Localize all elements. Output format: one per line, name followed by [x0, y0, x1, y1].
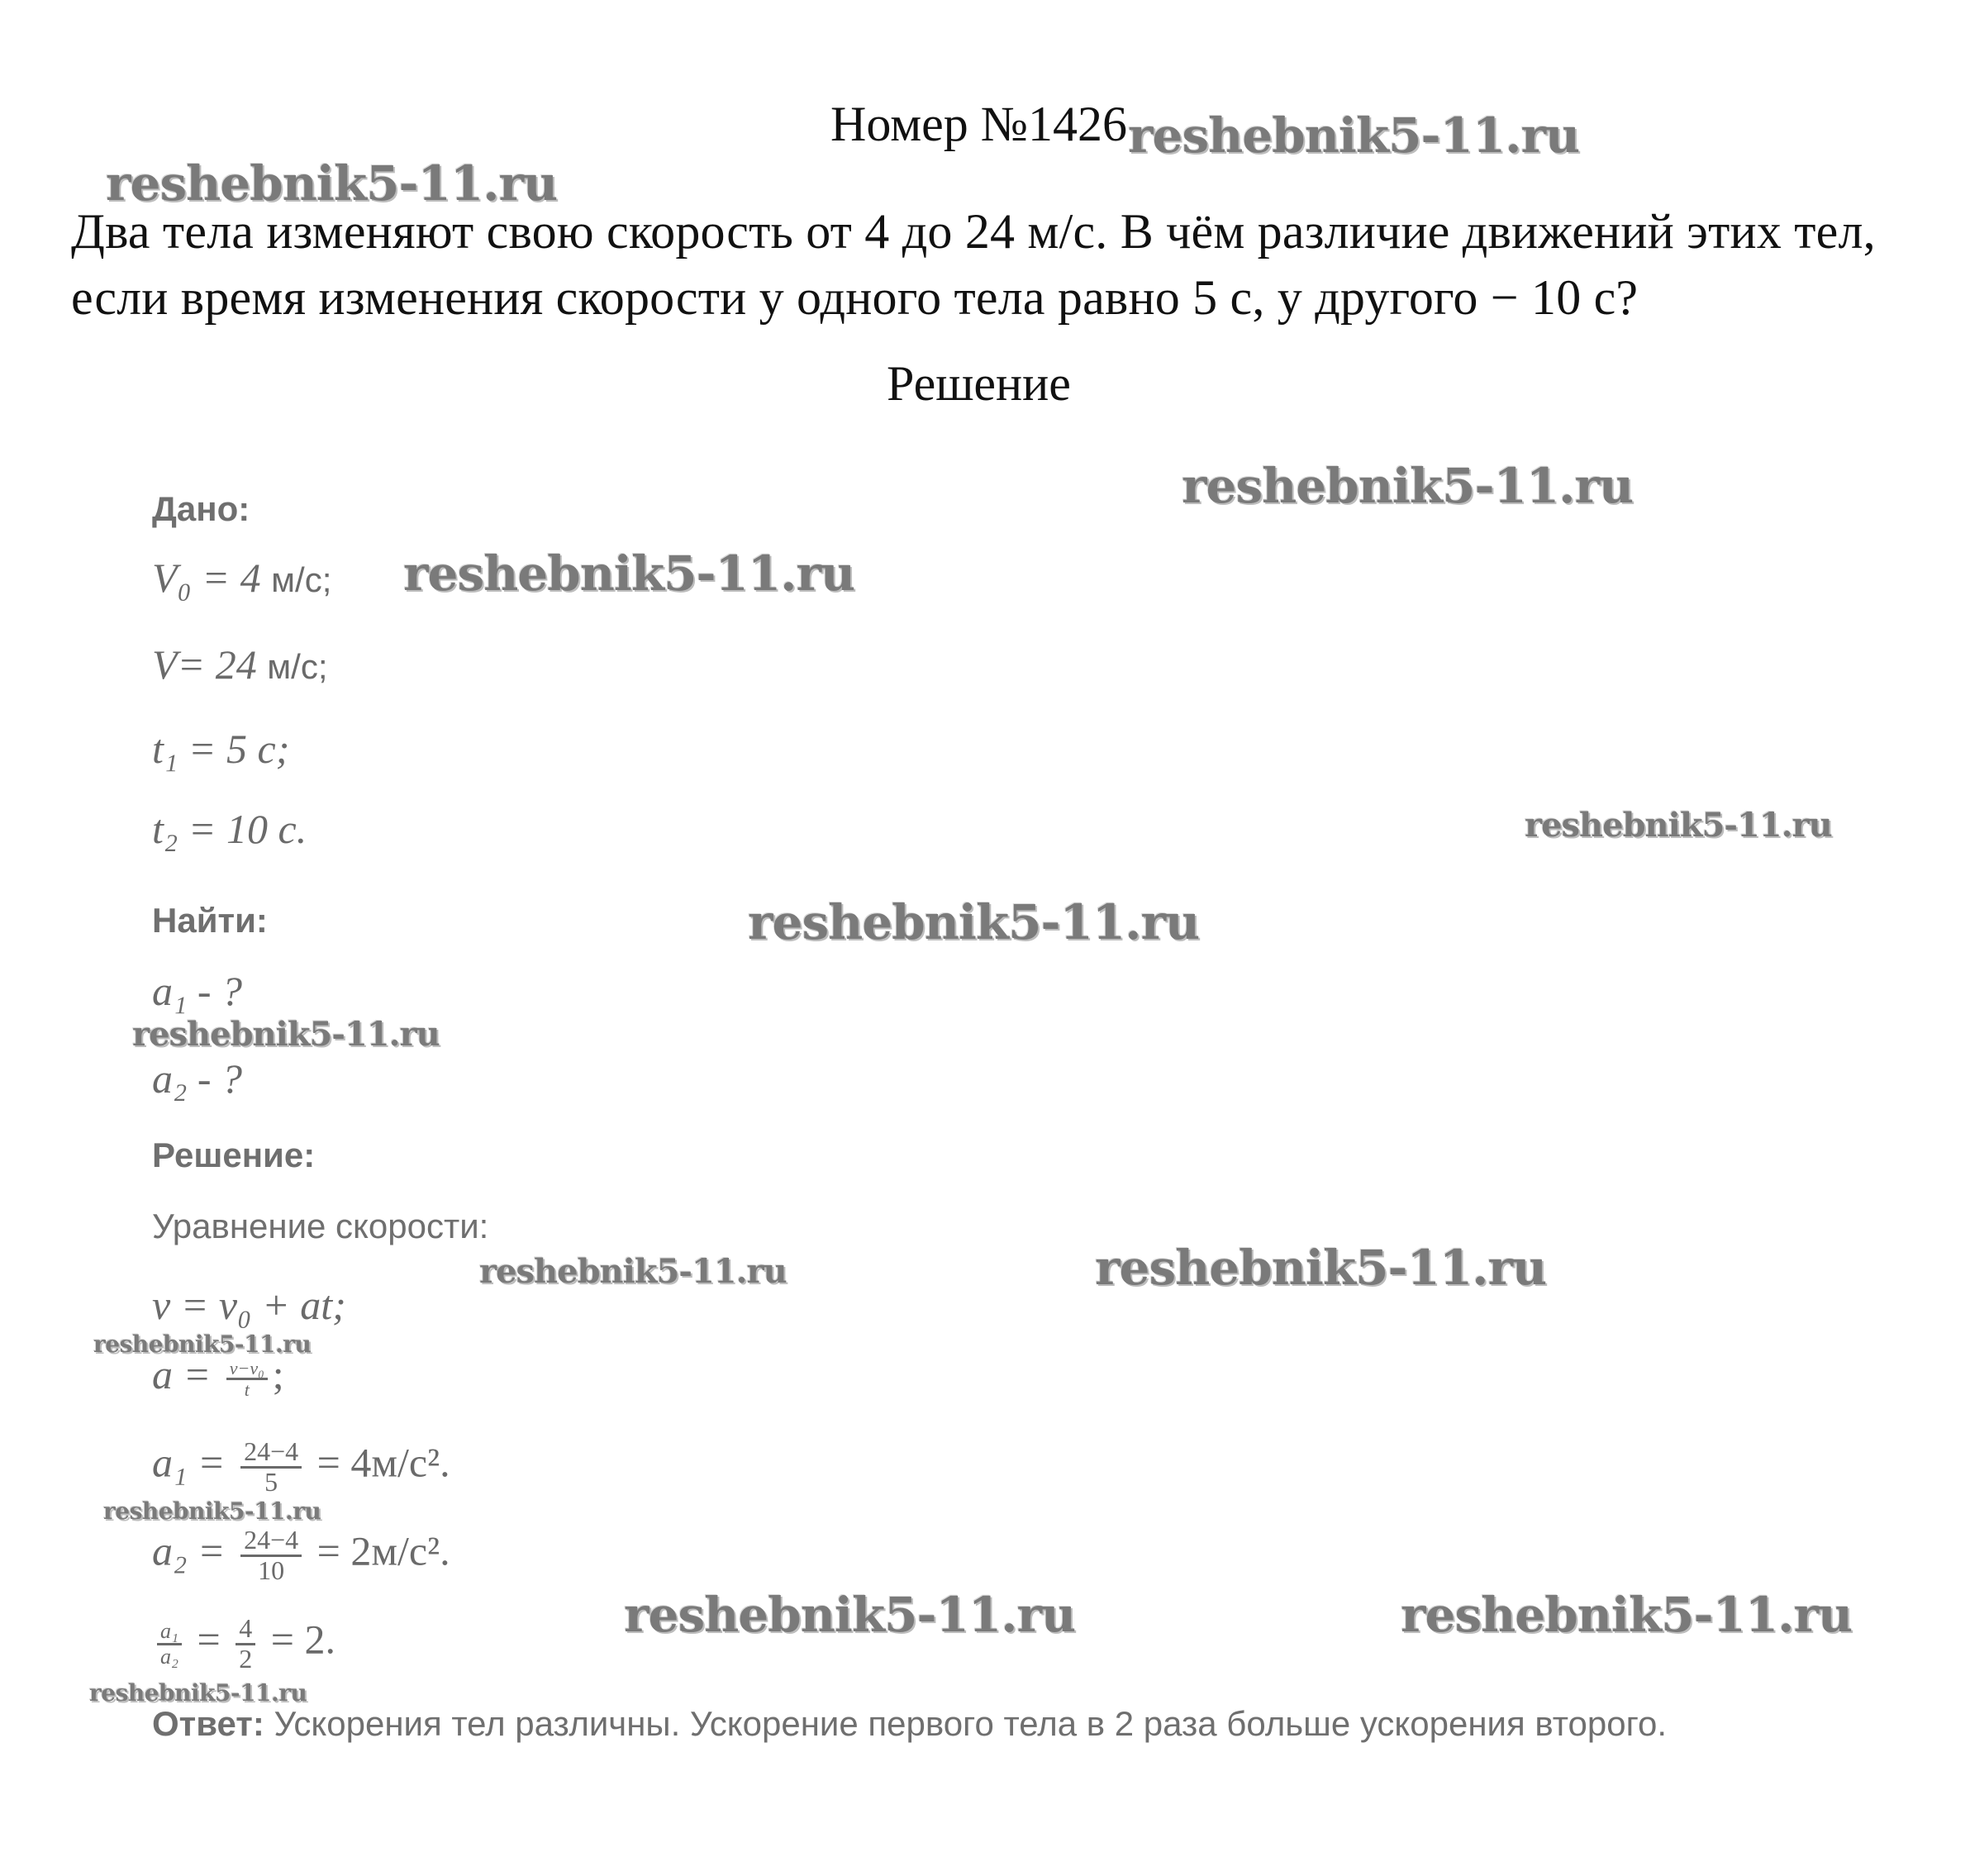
given-t2-expr: t₂ = 10 c. [152, 806, 307, 852]
find-label: Найти: [152, 901, 268, 940]
eq2-denominator: t [244, 1379, 250, 1401]
given-v0-expr: V₀ = 4 [152, 555, 261, 601]
eq5-left-fraction [157, 1620, 182, 1668]
watermark: reshebnik5-11.ru [1128, 107, 1580, 164]
eq2-fraction [226, 1359, 268, 1399]
eq5-equals: = [197, 1616, 221, 1663]
eq4-fraction [240, 1526, 302, 1584]
eq2-end: ; [272, 1351, 284, 1397]
page-title: Номер №1426 [830, 97, 1128, 151]
watermark: reshebnik5-11.ru [1095, 1240, 1547, 1296]
equation-velocity-expr: v = v₀ + at; [152, 1282, 346, 1328]
eq3-denominator: 5 [264, 1466, 278, 1497]
watermark: reshebnik5-11.ru [132, 1015, 440, 1054]
problem-statement [71, 198, 1906, 331]
eq3-rhs: = 4м/с². [316, 1439, 450, 1486]
answer [152, 1704, 1667, 1744]
eq5-rhs: = 2. [270, 1616, 335, 1663]
given-v [152, 640, 328, 688]
watermark: reshebnik5-11.ru [106, 155, 558, 212]
find-a2-expr: a₂ - ? [152, 1055, 243, 1102]
eq5-mid-denominator: 2 [239, 1643, 253, 1674]
eq5-denominator: a₂ [160, 1644, 179, 1669]
problem-line-1: Два тела изменяют свою скорость от 4 до 24 м/с. В чём различие движений этих тел, [71, 204, 1876, 259]
equation-velocity [152, 1281, 346, 1329]
eq5-mid-numerator: 4 [236, 1615, 255, 1645]
answer-label: Ответ: [152, 1704, 264, 1743]
problem-line-2: если время изменения скорости у одного тела равно 5 с, у другого − 10 с? [71, 270, 1639, 325]
watermark: reshebnik5-11.ru [93, 1331, 312, 1358]
solution-label: Решение: [152, 1136, 316, 1174]
given-v0-unit: м/с; [271, 560, 332, 599]
equation-title: Уравнение скорости: [152, 1207, 489, 1245]
find-a2 [152, 1055, 242, 1102]
watermark: reshebnik5-11.ru [1182, 458, 1634, 514]
answer-text: Ускорения тел различны. Ускорение первого тела в 2 раза больше ускорения второго. [274, 1704, 1668, 1743]
given-label: Дано: [152, 489, 250, 528]
given-t2 [152, 805, 307, 853]
eq2-lhs: a = [152, 1351, 212, 1397]
eq3-fraction [240, 1438, 302, 1496]
given-v-expr: V= 24 [152, 641, 257, 688]
find-a1-expr: a₁ - ? [152, 968, 243, 1014]
eq3-numerator: 24−4 [240, 1438, 302, 1469]
eq5-mid-fraction [236, 1615, 255, 1673]
watermark: reshebnik5-11.ru [748, 894, 1200, 950]
watermark: reshebnik5-11.ru [89, 1679, 307, 1707]
watermark: reshebnik5-11.ru [624, 1587, 1076, 1643]
solution-heading: Решение [887, 356, 1071, 411]
given-t1 [152, 725, 289, 773]
equation-a1 [152, 1438, 450, 1496]
eq4-numerator: 24−4 [240, 1526, 302, 1557]
find-a1 [152, 967, 242, 1015]
given-v0 [152, 554, 331, 602]
given-v-unit: м/с; [267, 647, 328, 686]
given-t1-expr: t₁ = 5 c; [152, 726, 290, 772]
watermark: reshebnik5-11.ru [103, 1497, 321, 1525]
watermark: reshebnik5-11.ru [1525, 806, 1832, 845]
watermark: reshebnik5-11.ru [1401, 1587, 1853, 1643]
eq2-numerator: v−v₀ [226, 1359, 268, 1380]
equation-a2 [152, 1526, 450, 1584]
watermark: reshebnik5-11.ru [479, 1252, 787, 1291]
equation-ratio [152, 1615, 335, 1673]
eq4-denominator: 10 [258, 1555, 285, 1585]
watermark: reshebnik5-11.ru [403, 545, 855, 602]
eq4-lhs: a₂ = [152, 1527, 226, 1574]
eq4-rhs: = 2м/с². [316, 1527, 450, 1574]
eq3-lhs: a₁ = [152, 1439, 226, 1486]
eq5-numerator: a₁ [157, 1620, 182, 1645]
